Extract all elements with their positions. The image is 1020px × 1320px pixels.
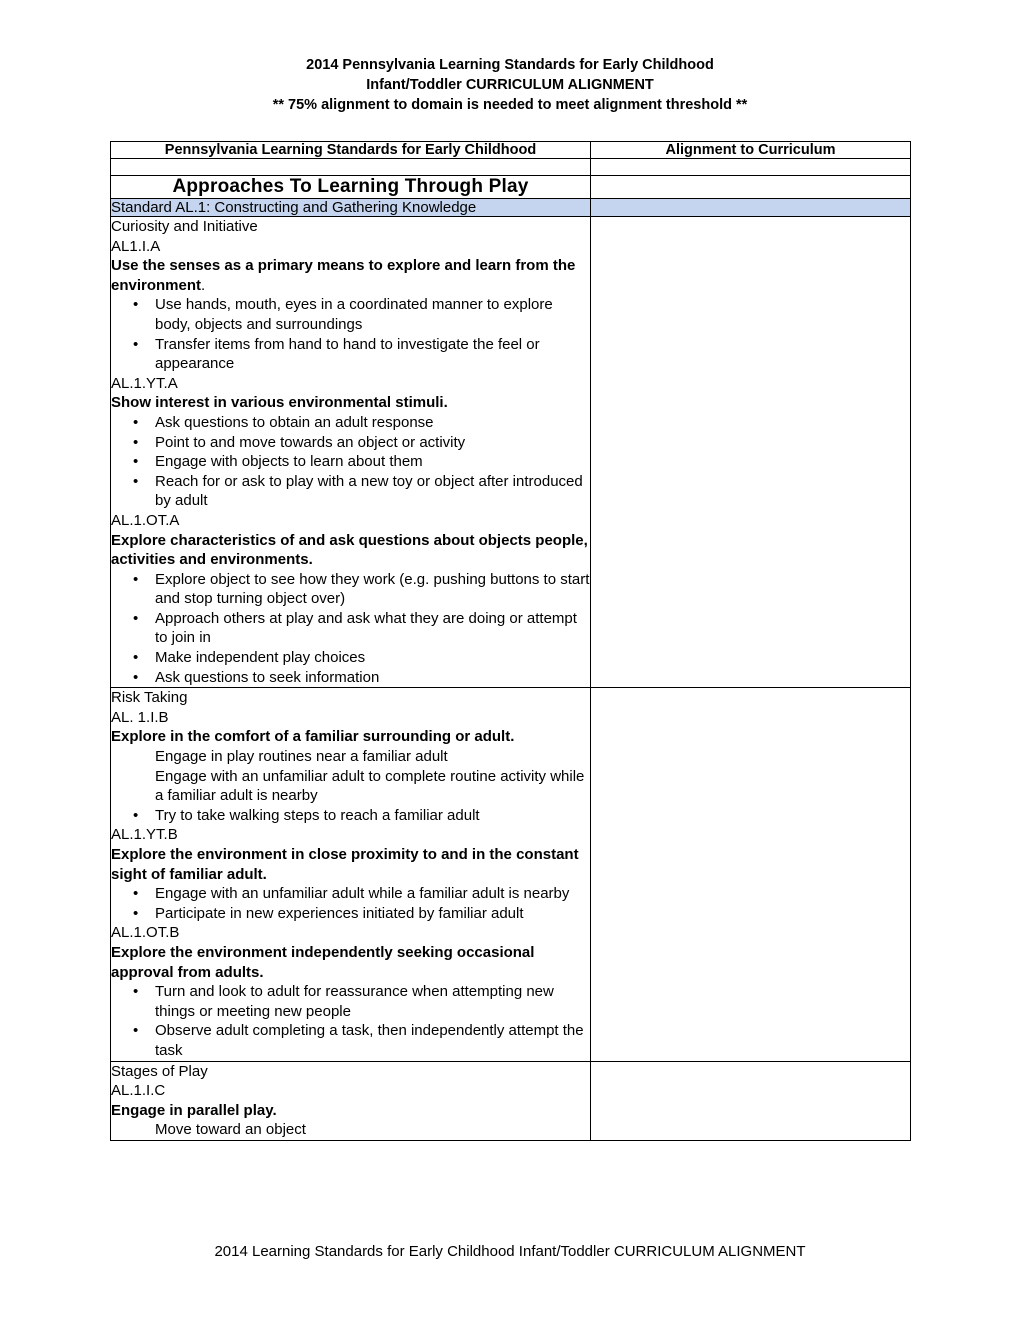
standard-statement-text: Show interest in various environmental stimuli. <box>111 394 448 412</box>
header-line-2: Infant/Toddler CURRICULUM ALIGNMENT <box>366 77 654 93</box>
column-header-standards: Pennsylvania Learning Standards for Early Childhood <box>111 142 591 159</box>
list-item: • Engage with an unfamiliar adult while a familiar adult is nearby <box>155 884 590 904</box>
standard-statement <box>111 943 590 982</box>
alignment-cell[interactable] <box>591 1061 911 1140</box>
spacer-cell-left <box>111 159 591 176</box>
standard-statement <box>111 845 590 884</box>
standard-band-alignment-cell <box>591 199 911 217</box>
standard-statement <box>111 1101 590 1121</box>
standards-cell <box>111 1061 591 1140</box>
standard-statement <box>111 531 590 570</box>
standards-cell <box>111 217 591 688</box>
header-line-3: ** 75% alignment to domain is needed to meet alignment threshold ** <box>272 97 748 113</box>
topic-label: Risk Taking <box>111 689 188 707</box>
list-item: Engage in play routines near a familiar adult <box>155 748 448 766</box>
alignment-table <box>110 141 911 1141</box>
list-item: • Approach others at play and ask what they are doing or attempt to join in <box>155 609 590 648</box>
topic-label: Curiosity and Initiative <box>111 218 258 235</box>
table-header-row <box>111 142 911 159</box>
list-item: Engage with an unfamiliar adult to complete routine activity while a familiar adult is nearby <box>155 767 585 805</box>
table-body <box>111 159 911 1141</box>
section-title-row <box>111 176 911 199</box>
table-row <box>111 688 911 1061</box>
standard-band-row <box>111 199 911 217</box>
table-row <box>111 1061 911 1140</box>
standard-statement <box>111 393 590 413</box>
standard-statement-text: Explore characteristics of and ask questions about objects people, activities and environments. <box>111 531 588 569</box>
standard-statement-trailing: . <box>201 276 206 294</box>
alignment-cell[interactable] <box>591 217 911 688</box>
list-item: • Explore object to see how they work (e.g. pushing buttons to start and stop turning object over) <box>155 570 590 609</box>
standard-statement-text: Engage in parallel play. <box>111 1101 277 1119</box>
list-item: • Participate in new experiences initiated by familiar adult <box>155 904 590 924</box>
standard-code: AL.1.OT.A <box>111 511 180 529</box>
standard-code: AL.1.OT.B <box>111 924 180 942</box>
standards-cell <box>111 688 591 1061</box>
standard-code: AL.1.YT.A <box>111 374 178 392</box>
list-item: • Point to and move towards an object or activity <box>155 433 590 453</box>
standard-code: AL.1.YT.B <box>111 826 178 844</box>
standard-code: AL.1.I.C <box>111 1082 166 1100</box>
column-header-alignment: Alignment to Curriculum <box>591 142 911 159</box>
document-header <box>110 55 910 115</box>
indicator-list <box>111 1120 590 1140</box>
section-title-alignment-cell <box>591 176 911 199</box>
section-title: Approaches To Learning Through Play <box>111 176 591 199</box>
standard-statement-text: Explore the environment independently seeking occasional approval from adults. <box>111 943 535 981</box>
list-item: Move toward an object <box>155 1121 306 1139</box>
list-item: • Reach for or ask to play with a new toy or object after introduced by adult <box>155 472 590 511</box>
standard-band-label: Standard AL.1: Constructing and Gathering Knowledge <box>111 199 591 217</box>
indicator-list <box>111 570 590 688</box>
standard-statement <box>111 256 590 295</box>
standard-statement-text: Explore the environment in close proximity to and in the constant sight of familiar adult. <box>111 846 579 883</box>
list-item: • Engage with objects to learn about them <box>155 452 590 472</box>
list-item: • Observe adult completing a task, then independently attempt the task <box>155 1021 590 1060</box>
list-item: • Ask questions to seek information <box>155 668 590 688</box>
indicator-list <box>111 747 590 825</box>
topic-label: Stages of Play <box>111 1062 208 1080</box>
table-spacer-row <box>111 159 911 176</box>
list-item: • Try to take walking steps to reach a familiar adult <box>155 806 590 826</box>
indicator-list <box>111 413 590 511</box>
list-item: • Ask questions to obtain an adult response <box>155 413 590 433</box>
indicator-list <box>111 884 590 923</box>
alignment-cell[interactable] <box>591 688 911 1061</box>
indicator-list <box>111 295 590 373</box>
spacer-cell-right <box>591 159 911 176</box>
list-item: • Use hands, mouth, eyes in a coordinated manner to explore body, objects and surroundings <box>155 295 590 334</box>
indicator-list <box>111 982 590 1060</box>
list-item: • Turn and look to adult for reassurance when attempting new things or meeting new people <box>155 982 590 1021</box>
standard-code: AL1.I.A <box>111 237 161 255</box>
list-item: • Make independent play choices <box>155 648 590 668</box>
list-item: • Transfer items from hand to hand to investigate the feel or appearance <box>155 335 590 374</box>
page-footer: 2014 Learning Standards for Early Childhood Infant/Toddler CURRICULUM ALIGNMENT <box>214 1243 806 1260</box>
standard-statement <box>111 727 590 747</box>
table-row <box>111 217 911 688</box>
standard-statement-text: Explore in the comfort of a familiar surrounding or adult. <box>111 728 515 746</box>
standard-statement-text: Use the senses as a primary means to explore and learn from the environment <box>111 257 576 294</box>
standard-code: AL. 1.I.B <box>111 708 169 726</box>
header-line-1: 2014 Pennsylvania Learning Standards for Early Childhood <box>306 57 714 73</box>
